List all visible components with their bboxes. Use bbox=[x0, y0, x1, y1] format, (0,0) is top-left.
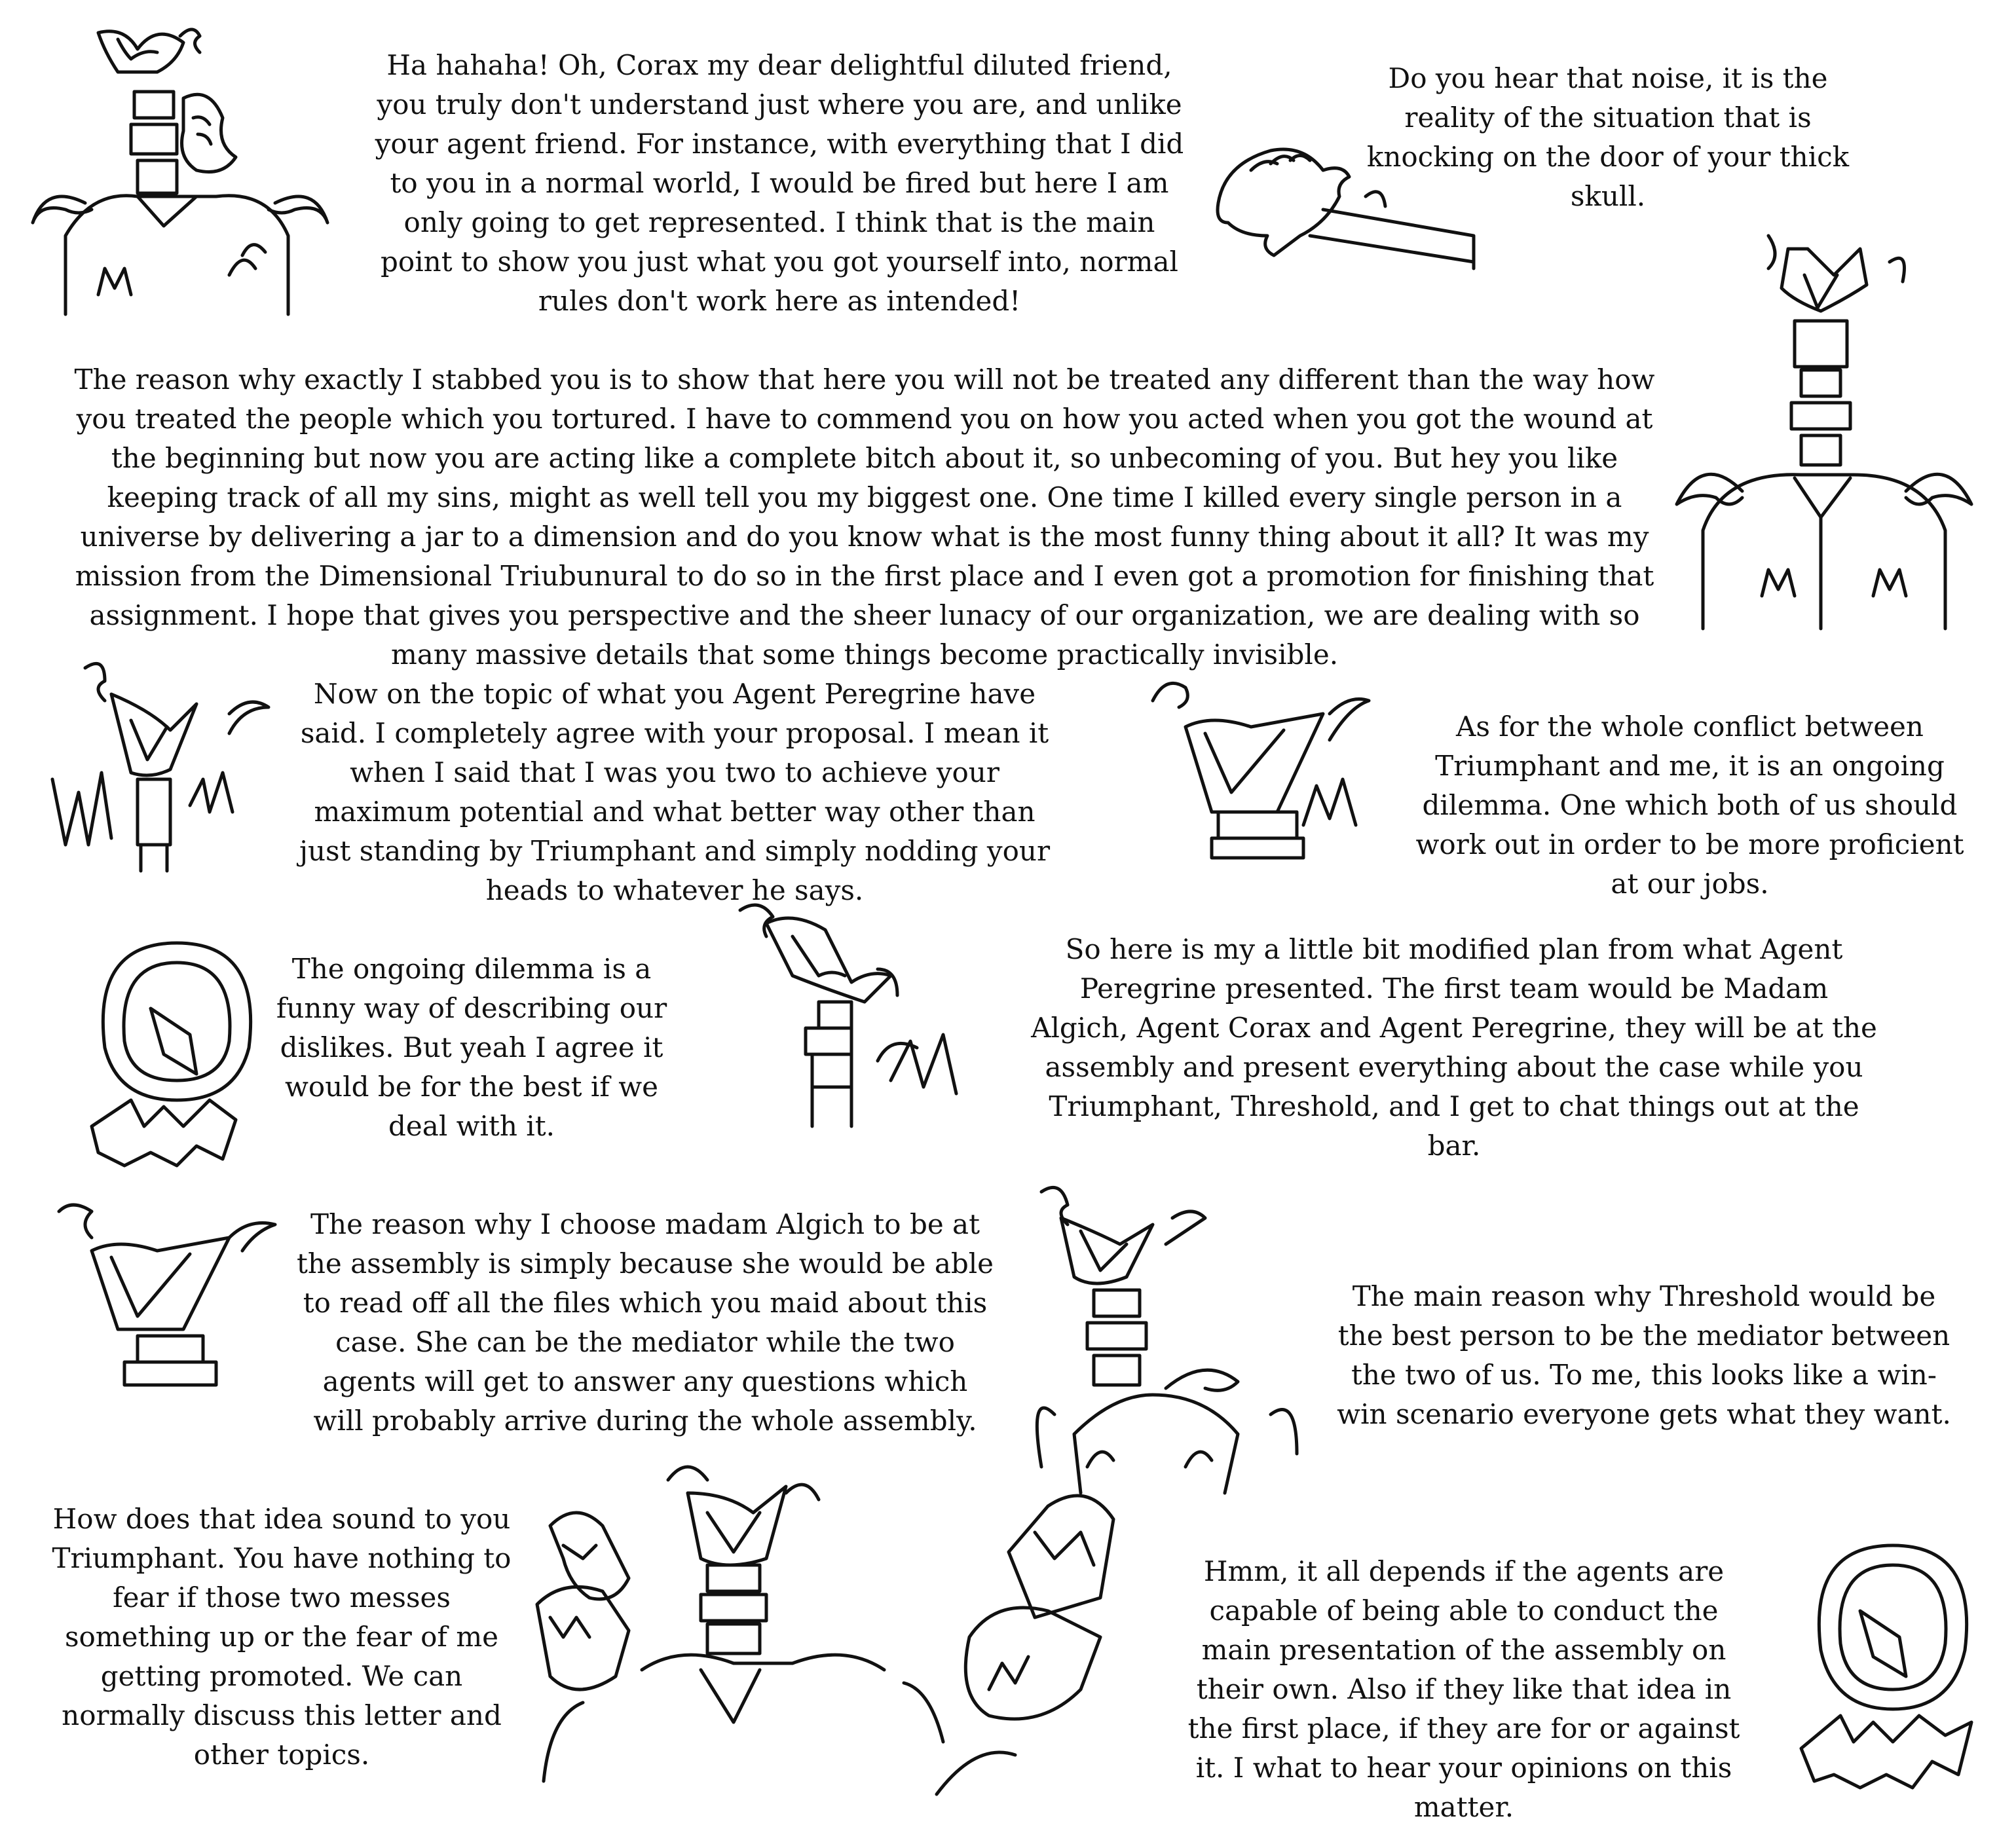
dialogue-8: The reason why I choose madam Algich to be at the assembly is simply because she would be able to read off all the files which you maid about this case. She can be the mediator while the two agents will get to answer any questions which will probably arrive during the whole assembly. bbox=[296, 1208, 994, 1437]
dialogue-3: The reason why exactly I stabbed you is to show that here you will not be treated any different than the way how you treated the people which you tortured. I have to commend you on how you acted when you got the wound at the beginning but now you are acting like a complete bitch about it, so unbecoming of you. But hey you like keeping track of all my sins, might as well tell you my biggest one. One time I killed every single person in a universe by delivering a jar to a dimension and do you know what is the most funny thing about it all? It was my mission from the Dimensional Triubunural to do so in the first place and I even got a promotion for finishing that assignment. I hope that gives you perspective and the sheer lunacy of our organization, we are dealing with so many massive details that some things become practically invisible. bbox=[74, 363, 1655, 671]
dialogue-6: The ongoing dilemma is a funny way of describing our dislikes. But yeah I agree it would be for the best if we deal with it. bbox=[276, 953, 667, 1142]
tall-horned-figure-icon bbox=[1664, 223, 1991, 635]
horned-head-icon bbox=[1140, 674, 1415, 871]
dialogue-4: Now on the topic of what you Agent Peregrine have said. I completely agree with your proposal. I mean it when I said that I was you two to achieve your maximum potential and what better way other than just standing by Triumphant and simply nodding your heads to whatever he says. bbox=[299, 678, 1051, 906]
horned-figure-back-icon bbox=[26, 20, 367, 321]
dialogue-10: How does that idea sound to you Triumphant. You have nothing to fear if those two messes something up or the fear of me getting promoted. We can normally discuss this letter and other topics. bbox=[52, 1503, 512, 1771]
three-figures-icon bbox=[511, 1454, 1205, 1807]
spiky-figure-icon bbox=[26, 648, 288, 877]
dialogue-2: Do you hear that noise, it is the reality of the situation that is knocking on the door of your thick skull. bbox=[1366, 62, 1850, 212]
hooded-figure-icon bbox=[79, 930, 275, 1172]
tilted-head-figure-icon bbox=[727, 897, 1002, 1133]
dialogue-5: As for the whole conflict between Triumphant and me, it is an ongoing dilemma. One which both of us should work out in order to be more proficient at our jobs. bbox=[1415, 710, 1964, 900]
horned-head-icon bbox=[52, 1198, 301, 1401]
hooded-figure-icon bbox=[1788, 1532, 1998, 1807]
tall-horned-figure-icon bbox=[1022, 1179, 1323, 1500]
dialogue-7: So here is my a little bit modified plan from what Agent Peregrine presented. The first team would be Madam Algich, Agent Corax and Agent Peregrine, they will be at the assembly and present everything about the case while you Triumphant, Threshold, and I get to chat things out at the bar. bbox=[1031, 933, 1877, 1162]
dialogue-1: Ha hahaha! Oh, Corax my dear delightful diluted friend, you truly don't understand just where you are, and unlike your agent friend. For instance, with everything that I did to you in a normal world, I would be fired but here I am only going to get represented. I think that is the main point to show you just what you got yourself into, normal rules don't work here as intended! bbox=[375, 49, 1184, 317]
dialogue-11: Hmm, it all depends if the agents are capable of being able to conduct the main presentation of the assembly on their own. Also if they like that idea in the first place, if they are for or against it. I what to hear your opinions on this matter. bbox=[1187, 1555, 1740, 1823]
dialogue-9: The main reason why Threshold would be the best person to be the mediator between the two of us. To me, this looks like a win-win scenario everyone gets what they want. bbox=[1337, 1280, 1951, 1430]
